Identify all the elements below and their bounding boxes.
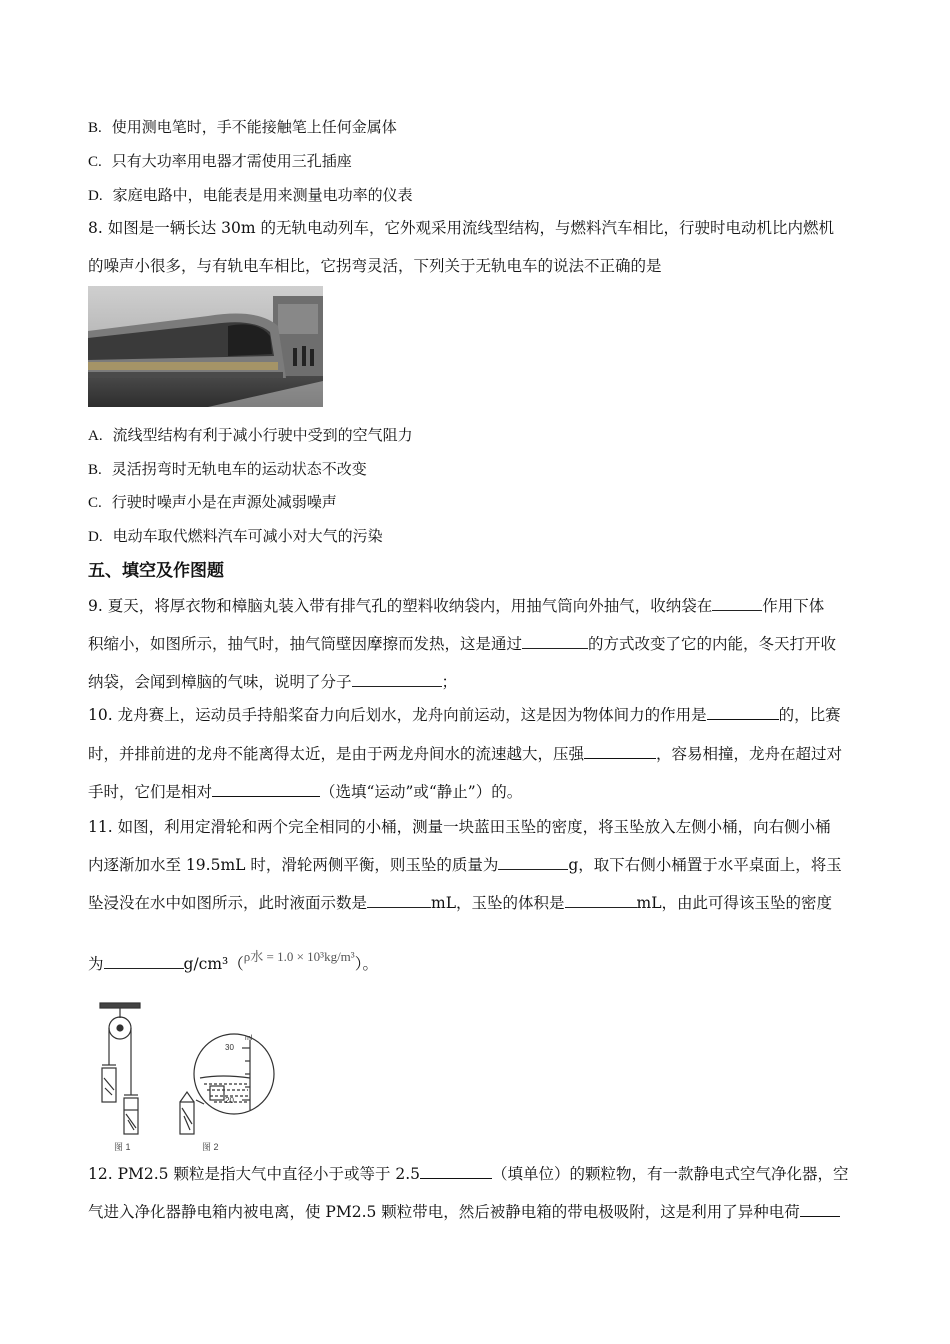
cylinder-30-mark: 30 — [225, 1043, 234, 1052]
figure-2-label: 图 2 — [202, 1142, 219, 1152]
option-d-prev: D. 家庭电路中，电能表是用来测量电功率的仪表 — [88, 186, 413, 204]
q11-blank-mass[interactable] — [498, 855, 568, 870]
section-heading: 五、填空及作图题 — [88, 561, 224, 581]
q9-blank-1[interactable] — [712, 596, 762, 611]
q9-line2: 积缩小，如图所示，抽气时，抽气筒壁因摩擦而发热，这是通过 的方式改变了它的内能，冬天打开收 — [88, 635, 837, 653]
q11-line4: 为 g/cm³（$^{\rho 水 = 1.0 \times 10^3kg/m^3}$）。 — [88, 949, 378, 973]
q12-line2: 气进入净化器静电箱内被电离，使 PM2.5 颗粒带电，然后被静电箱的带电极吸附，这是利用了异种电荷 — [88, 1202, 840, 1222]
trackless-tram-photo — [88, 286, 323, 407]
q8-option-b: B. 灵活拐弯时无轨电车的运动状态不改变 — [88, 460, 367, 478]
q8-option-d: D. 电动车取代燃料汽车可减小对大气的污染 — [88, 527, 383, 545]
q11-blank-reading[interactable] — [367, 893, 431, 908]
q8-stem-line2: 的噪声小很多，与有轨电车相比，它拐弯灵活，下列关于无轨电车的说法不正确的是 — [88, 257, 662, 275]
q11-line3: 坠浸没在水中如图所示，此时液面示数是 mL，玉坠的体积是 mL，由此可得该玉坠的密度 — [88, 894, 833, 912]
figure-1-label: 图 1 — [114, 1142, 131, 1152]
cylinder-20-mark: 20 — [225, 1096, 234, 1105]
q9-blank-2[interactable] — [522, 634, 588, 649]
q11-line2: 内逐渐加水至 19.5mL 时，滑轮两侧平衡，则玉坠的质量为 g，取下右侧小桶置于水平桌面上，将玉 — [88, 856, 842, 874]
q12-blank-2[interactable] — [800, 1202, 840, 1217]
q9-line1: 9. 夏天，将厚衣物和樟脑丸装入带有排气孔的塑料收纳袋内，用抽气筒向外抽气，收纳袋在 作用下体 — [88, 597, 825, 615]
q8-option-a: A. 流线型结构有利于减小行驶中受到的空气阻力 — [88, 426, 413, 444]
option-c-prev: C. 只有大功率用电器才需使用三孔插座 — [88, 152, 352, 170]
q10-line3: 手时，它们是相对 （选填“运动”或“静止”）的。 — [88, 783, 523, 801]
q11-blank-volume[interactable] — [565, 893, 637, 908]
q12-blank-1[interactable] — [420, 1164, 492, 1179]
cylinder-unit-label: ml — [245, 1035, 253, 1042]
q9-line3: 纳袋，会闻到樟脑的气味，说明了分子 ； — [88, 673, 458, 691]
q12-line1: 12. PM2.5 颗粒是指大气中直径小于或等于 2.5 （填单位）的颗粒物，有一款静电式空气净化器，空 — [88, 1165, 849, 1183]
water-density-formula: ρ水 = 1.0 × 10³kg/m³ — [243, 949, 355, 964]
q10-blank-1[interactable] — [707, 705, 779, 720]
q10-line1: 10. 龙舟赛上，运动员手持船桨奋力向后划水，龙舟向前运动，这是因为物体间力的作用是 的，比赛 — [88, 706, 841, 724]
q8-option-c: C. 行驶时噪声小是在声源处减弱噪声 — [88, 493, 337, 511]
q10-line2: 时，并排前进的龙舟不能离得太近，是由于两龙舟间水的流速越大，压强 ，容易相撞，龙舟在超过对 — [88, 745, 843, 763]
q10-blank-2[interactable] — [584, 744, 656, 759]
q10-blank-3[interactable] — [212, 782, 320, 797]
option-b-prev: B. 使用测电笔时，手不能接触笔上任何金属体 — [88, 118, 397, 136]
q9-blank-3[interactable] — [352, 672, 442, 687]
q8-stem-line1: 8. 如图是一辆长达 30m 的无轨电动列车，它外观采用流线型结构，与燃料汽车相比，行驶时电动机比内燃机 — [88, 219, 834, 237]
q11-blank-density[interactable] — [104, 954, 184, 969]
pulley-cylinder-figure — [92, 1000, 282, 1155]
q11-line1: 11. 如图，利用定滑轮和两个完全相同的小桶，测量一块蓝田玉坠的密度，将玉坠放入左侧小桶，向右侧小桶 — [88, 818, 831, 836]
